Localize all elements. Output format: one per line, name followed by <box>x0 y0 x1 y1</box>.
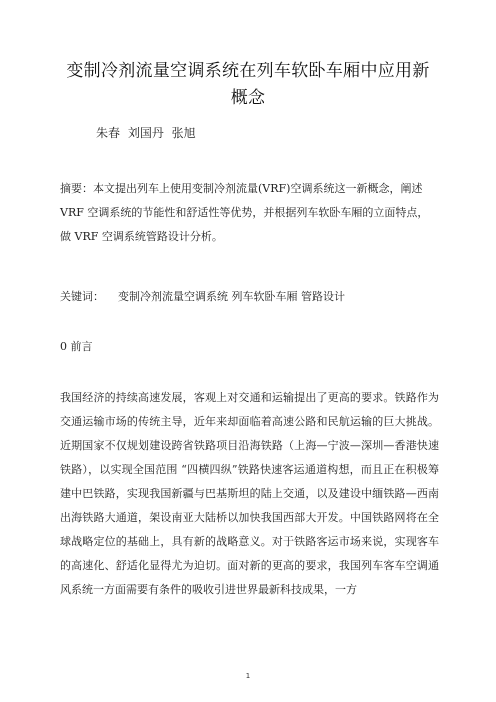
keywords-text: 变制冷剂流量空调系统 列车软卧车厢 管路设计 <box>118 290 345 303</box>
document-title: 变制冷剂流量空调系统在列车软卧车厢中应用新概念 <box>66 61 430 108</box>
keywords-line <box>60 285 438 309</box>
page-number: 1 <box>245 672 251 680</box>
body-paragraph: 我国经济的持续高速发展，客观上对交通和运输提出了更高的要求。铁路作为交通运输市场的传统主导，近年来却面临着高速公路和民航运输的巨大挑战。近期国家不仅规划建设跨省铁路项目沿海铁路（上海—宁波—深圳—香港快速铁路），以实现全国范围 “四横四纵”铁路快速客运通道构想，而且正在积极筹建中巴铁路，实现我国新疆与巴基斯坦的陆上交通，以及建设中缅铁路—西南出海铁路大通道，架设南亚大陆桥以加快我国西部大开发。中国铁路网将在全球战略定位的基础上，具有新的战略意义。对于铁路客运市场来说，实现客车的高速化、舒适化显得尤为迫切。面对新的更高的要求，我国列车客车空调通风系统一方面需要有条件的吸收引进世界最新科技成果，一方 <box>60 391 439 596</box>
keywords-label: 关键词： <box>60 290 104 303</box>
section-heading-preface: 0 前言 <box>60 340 93 353</box>
abstract-paragraph: 摘要：本文提出列车上使用变制冷剂流量(VRF)空调系统这一新概念，阐述 VRF 空调系统的节能性和舒适性等优势，并根据列车软卧车厢的立面特点，做 VRF 空调系统管路设计分析。 <box>60 182 429 243</box>
author-list: 朱春 刘国丹 张旭 <box>96 126 196 140</box>
